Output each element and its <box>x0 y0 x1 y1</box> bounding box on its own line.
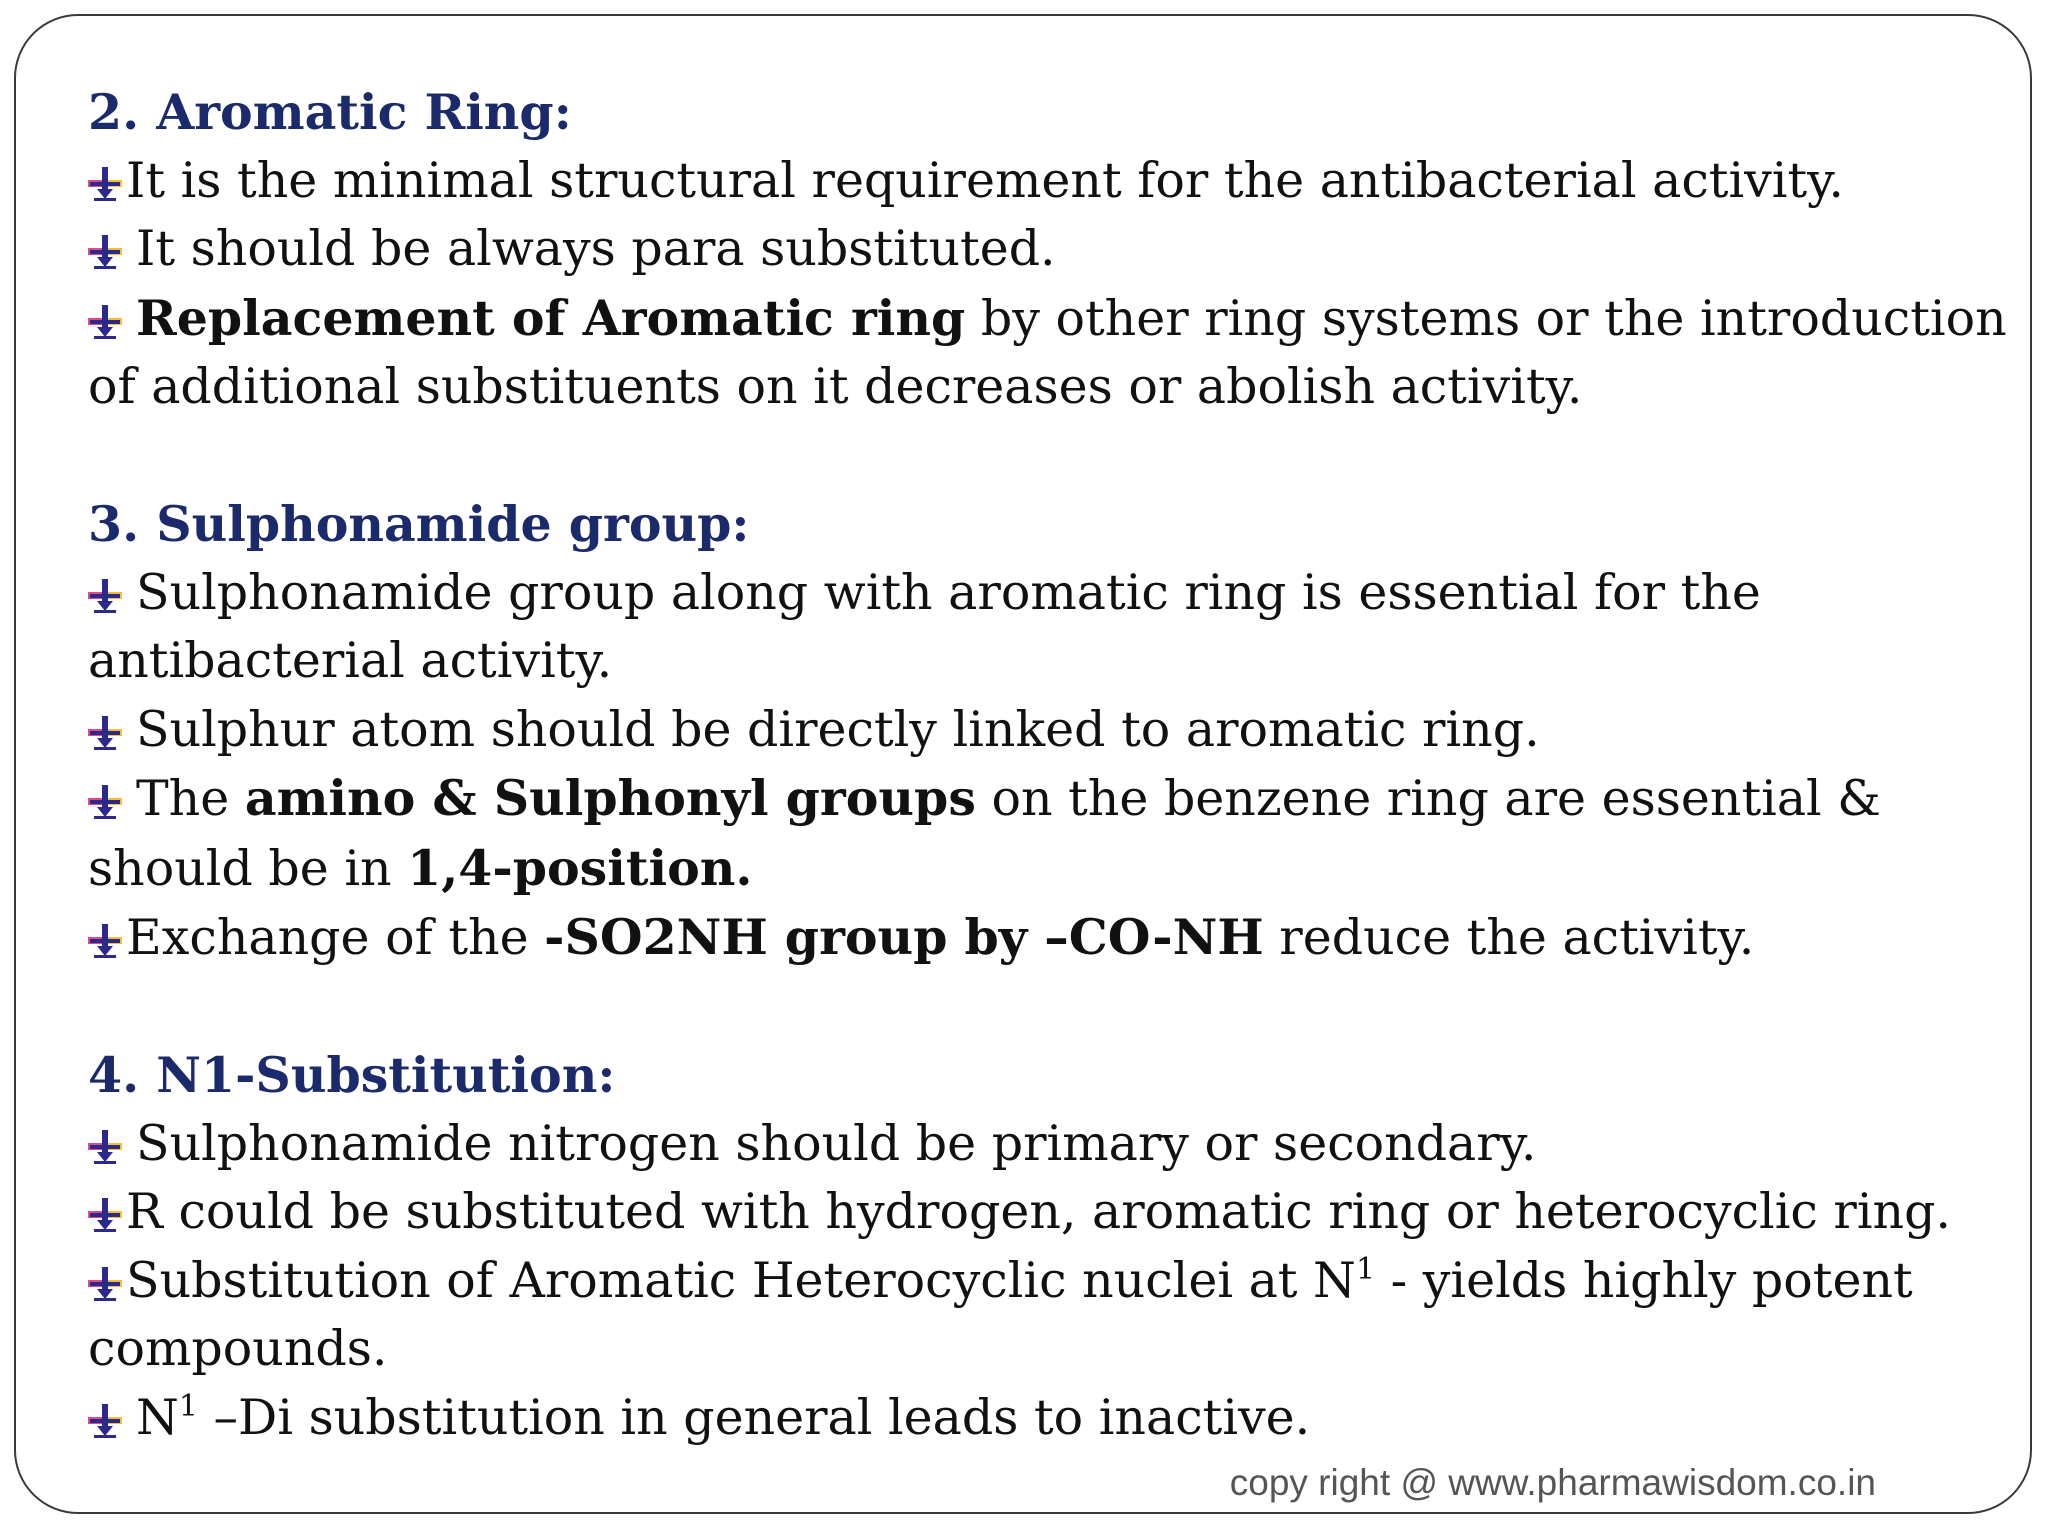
list-item: $N^1$ –Di substitution in general leads to inactive. <box>88 1384 2008 1453</box>
plus-arrow-bullet-icon <box>88 233 122 269</box>
section-heading-sulphonamide-group: 3. Sulphonamide group: <box>88 495 750 553</box>
list-item: Sulphonamide nitrogen should be primary or secondary. <box>88 1110 2008 1179</box>
plus-arrow-bullet-icon <box>88 1402 122 1438</box>
slide-content <box>88 78 2008 1452</box>
emphasis-text: 1,4-position. <box>407 838 753 897</box>
plus-arrow-bullet-icon <box>88 783 122 819</box>
section-heading-aromatic-ring: 2. Aromatic Ring: <box>88 83 572 141</box>
emphasis-text: amino & Sulphonyl groups <box>244 769 976 827</box>
plus-arrow-bullet-icon <box>88 1128 122 1164</box>
emphasis-text: Replacement of Aromatic ring <box>136 288 966 347</box>
list-item: It is the minimal structural requirement for the antibacterial activity. <box>88 147 2008 216</box>
list-item: It should be always para substituted. <box>88 215 2008 284</box>
plus-arrow-bullet-icon <box>88 303 122 339</box>
list-item: Sulphonamide group along with aromatic ring is essential for the antibacterial activity. <box>88 563 1761 689</box>
emphasis-text: -SO2NH group by –CO-NH <box>544 908 1264 966</box>
list-item: Replacement of Aromatic ring by other ring systems or the introduction of additional substituents on it decreases or abolish activity. <box>88 288 2007 415</box>
plus-arrow-bullet-icon <box>88 165 122 201</box>
list-item: Exchange of the -SO2NH group by –CO-NH reduce the activity. <box>88 903 2008 973</box>
plus-arrow-bullet-icon <box>88 577 122 613</box>
plus-arrow-bullet-icon <box>88 714 122 750</box>
list-item: The amino & Sulphonyl groups on the benzene ring are essential & should be in 1,4-position. <box>88 769 1881 897</box>
section-spacer <box>88 422 2008 491</box>
section-heading-n1-substitution: 4. N1-Substitution: <box>88 1046 616 1104</box>
plus-arrow-bullet-icon <box>88 1265 122 1301</box>
section-spacer <box>88 973 2008 1042</box>
list-item: R could be substituted with hydrogen, aromatic ring or heterocyclic ring. <box>88 1178 2008 1247</box>
list-item: Sulphur atom should be directly linked to aromatic ring. <box>88 696 2008 765</box>
plus-arrow-bullet-icon <box>88 1196 122 1232</box>
copyright-footer: copy right @ www.pharmawisdom.co.in <box>1229 1462 1876 1503</box>
plus-arrow-bullet-icon <box>88 922 122 958</box>
list-item: Substitution of Aromatic Heterocyclic nuclei at $N^1$ - yields highly potent compounds. <box>88 1251 1913 1377</box>
